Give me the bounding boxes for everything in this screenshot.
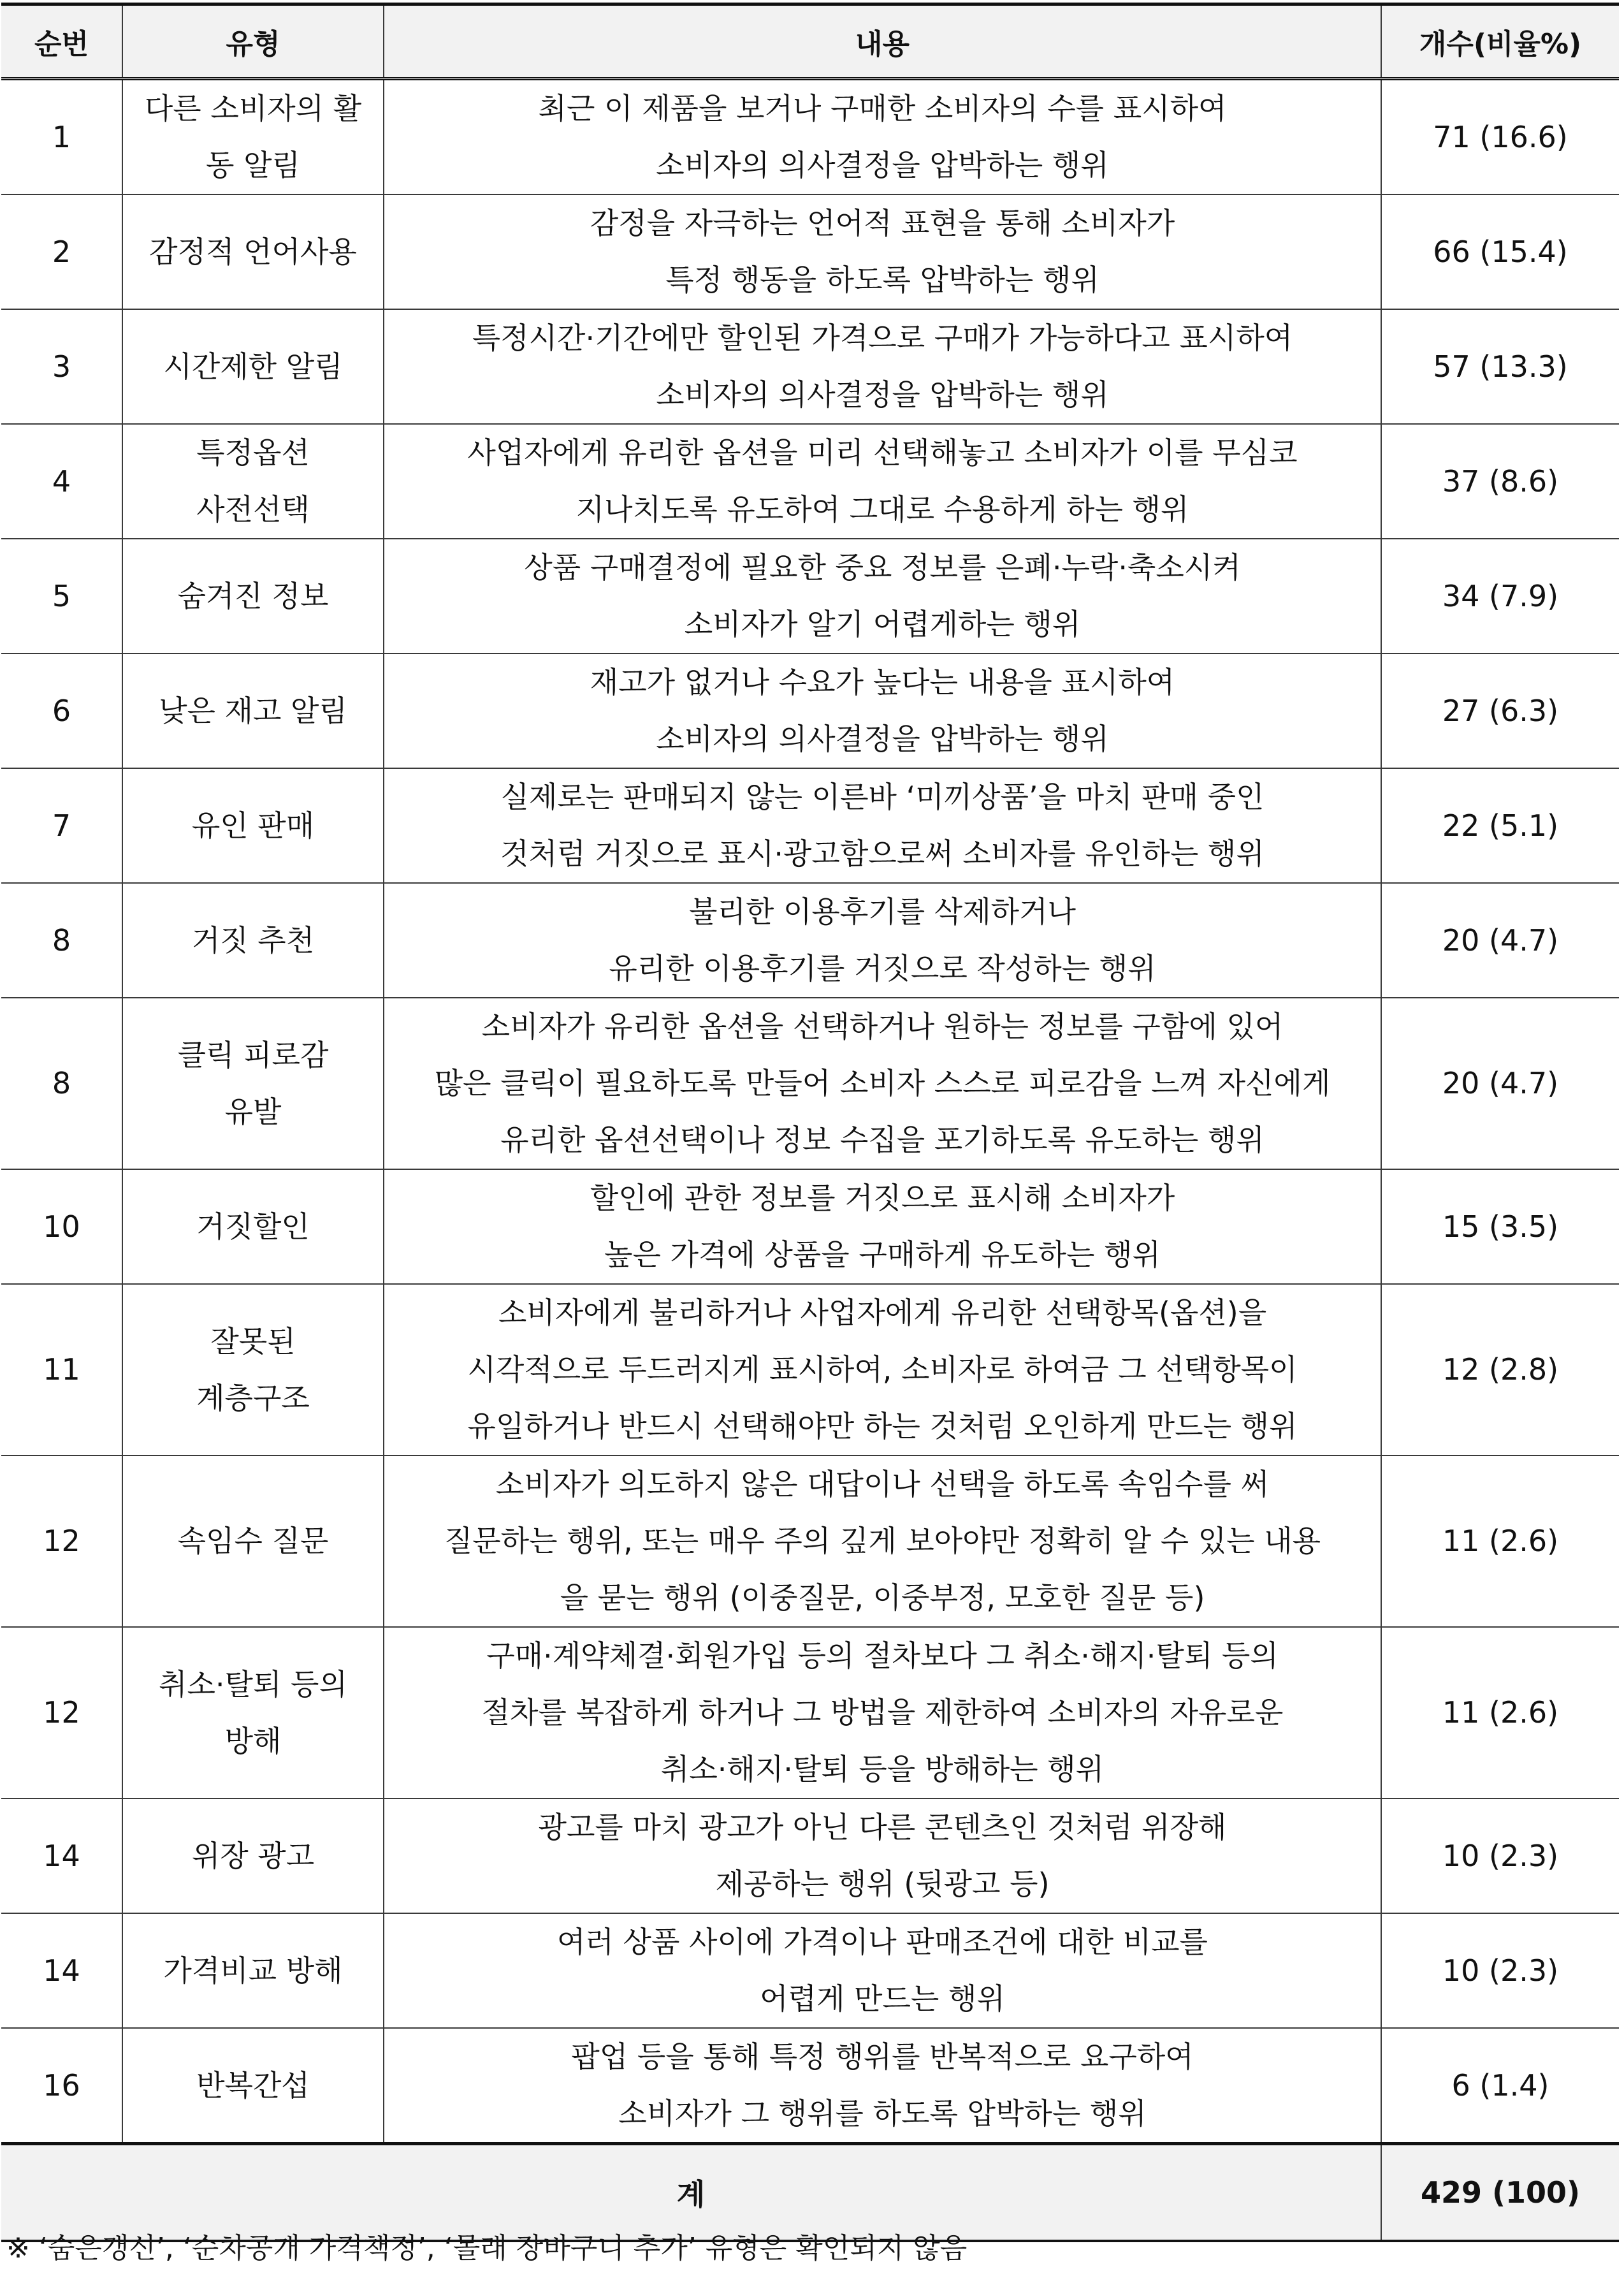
- cell-content-line: 팝업 등을 통해 특정 행위를 반복적으로 요구하여: [571, 2039, 1194, 2074]
- cell-count: 10 (2.3): [1381, 1798, 1619, 1913]
- cell-type-line: 취소·탈퇴 등의: [159, 1667, 347, 1702]
- cell-no: 6: [1, 653, 122, 768]
- cell-type-line: 특정옵션: [196, 435, 310, 470]
- cell-content-line: 특정 행동을 하도록 압박하는 행위: [665, 263, 1099, 297]
- cell-count: 6 (1.4): [1381, 2028, 1619, 2144]
- cell-content-line: 유리한 옵션선택이나 정보 수집을 포기하도록 유도하는 행위: [500, 1123, 1265, 1157]
- header-count: 개수(비율%): [1381, 4, 1619, 79]
- cell-type: [122, 539, 384, 653]
- cell-content-line: 감정을 자극하는 언어적 표현을 통해 소비자가: [590, 206, 1175, 240]
- cell-content-line: 절차를 복잡하게 하거나 그 방법을 제한하여 소비자의 자유로운: [481, 1695, 1284, 1730]
- table-row: [1, 883, 1619, 998]
- cell-type: [122, 768, 384, 883]
- cell-count: 20 (4.7): [1381, 883, 1619, 998]
- cell-content: [384, 768, 1381, 883]
- cell-content-line: 소비자의 의사결정을 압박하는 행위: [656, 148, 1109, 182]
- table-row: [1, 653, 1619, 768]
- cell-type-line: 시간제한 알림: [163, 349, 343, 384]
- cell-content-line: 사업자에게 유리한 옵션을 미리 선택해놓고 소비자가 이를 무심코: [467, 435, 1298, 470]
- cell-type-line: 다른 소비자의 활: [144, 91, 362, 126]
- cell-type: [122, 1455, 384, 1627]
- cell-type: [122, 1169, 384, 1284]
- table-row: [1, 1284, 1619, 1455]
- cell-content: [384, 424, 1381, 539]
- cell-no: 12: [1, 1627, 122, 1798]
- cell-type-line: 방해: [224, 1723, 282, 1758]
- cell-count: 20 (4.7): [1381, 998, 1619, 1169]
- table-row: [1, 1798, 1619, 1913]
- cell-content-line: 소비자가 유리한 옵션을 선택하거나 원하는 정보를 구함에 있어: [481, 1009, 1284, 1044]
- header-row: [1, 4, 1619, 79]
- cell-content-line: 소비자가 알기 어렵게하는 행위: [684, 607, 1081, 641]
- cell-content-line: 여러 상품 사이에 가격이나 판매조건에 대한 비교를: [557, 1925, 1208, 1959]
- cell-no: 7: [1, 768, 122, 883]
- table-row: [1, 539, 1619, 653]
- cell-content-line: 불리한 이용후기를 삭제하거나: [689, 894, 1076, 929]
- cell-type-line: 가격비교 방해: [163, 1953, 343, 1988]
- cell-content-line: 소비자가 의도하지 않은 대답이나 선택을 하도록 속임수를 써: [495, 1467, 1270, 1501]
- cell-content-line: 소비자가 그 행위를 하도록 압박하는 행위: [618, 2096, 1147, 2131]
- cell-content-line: 을 묻는 행위 (이중질문, 이중부정, 모호한 질문 등): [560, 1580, 1205, 1615]
- cell-content-line: 재고가 없거나 수요가 높다는 내용을 표시하여: [590, 665, 1175, 699]
- cell-no: 8: [1, 998, 122, 1169]
- cell-count: 10 (2.3): [1381, 1913, 1619, 2028]
- cell-content-line: 것처럼 거짓으로 표시·광고함으로써 소비자를 유인하는 행위: [500, 836, 1265, 871]
- cell-content: [384, 539, 1381, 653]
- table-row: [1, 194, 1619, 309]
- cell-no: 3: [1, 309, 122, 424]
- cell-type: [122, 1913, 384, 2028]
- cell-type: [122, 79, 384, 195]
- cell-content-line: 제공하는 행위 (뒷광고 등): [715, 1867, 1050, 1901]
- cell-count: 34 (7.9): [1381, 539, 1619, 653]
- total-count: 429 (100): [1381, 2144, 1619, 2241]
- cell-content: [384, 1627, 1381, 1798]
- cell-type: [122, 998, 384, 1169]
- cell-content: [384, 998, 1381, 1169]
- cell-content: [384, 1913, 1381, 2028]
- dark-pattern-table: [1, 3, 1619, 2242]
- cell-content-line: 할인에 관한 정보를 거짓으로 표시해 소비자가: [590, 1181, 1175, 1215]
- cell-count: 22 (5.1): [1381, 768, 1619, 883]
- header-no: 순번: [1, 4, 122, 79]
- cell-type-line: 거짓할인: [196, 1209, 310, 1244]
- cell-content-line: 시각적으로 두드러지게 표시하여, 소비자로 하여금 그 선택항목이: [467, 1352, 1298, 1387]
- header-type: 유형: [122, 4, 384, 79]
- cell-content-line: 많은 클릭이 필요하도록 만들어 소비자 스스로 피로감을 느껴 자신에게: [434, 1066, 1331, 1100]
- header-content: 내용: [384, 4, 1381, 79]
- table-row: [1, 2028, 1619, 2144]
- cell-count: 11 (2.6): [1381, 1627, 1619, 1798]
- cell-type-line: 유인 판매: [191, 808, 315, 843]
- table-row: [1, 1455, 1619, 1627]
- cell-type-line: 숨겨진 정보: [177, 578, 329, 613]
- cell-type: [122, 309, 384, 424]
- cell-count: 71 (16.6): [1381, 79, 1619, 195]
- cell-count: 15 (3.5): [1381, 1169, 1619, 1284]
- table-row: [1, 79, 1619, 195]
- cell-type-line: 낮은 재고 알림: [159, 693, 347, 728]
- table-row: [1, 1169, 1619, 1284]
- cell-content: [384, 883, 1381, 998]
- cell-type: [122, 2028, 384, 2144]
- cell-content-line: 광고를 마치 광고가 아닌 다른 콘텐츠인 것처럼 위장해: [538, 1810, 1227, 1844]
- cell-type: [122, 1627, 384, 1798]
- cell-no: 16: [1, 2028, 122, 2144]
- cell-type: [122, 424, 384, 539]
- cell-content: [384, 653, 1381, 768]
- cell-content-line: 유일하거나 반드시 선택해야만 하는 것처럼 오인하게 만드는 행위: [467, 1409, 1298, 1443]
- cell-content-line: 구매·계약체결·회원가입 등의 절차보다 그 취소·해지·탈퇴 등의: [486, 1638, 1279, 1673]
- cell-no: 1: [1, 79, 122, 195]
- cell-content-line: 특정시간·기간에만 할인된 가격으로 구매가 가능하다고 표시하여: [472, 321, 1293, 355]
- cell-no: 10: [1, 1169, 122, 1284]
- table-row: [1, 998, 1619, 1169]
- cell-content: [384, 79, 1381, 195]
- cell-content-line: 실제로는 판매되지 않는 이른바 ‘미끼상품’을 마치 판매 중인: [500, 780, 1265, 814]
- cell-type: [122, 194, 384, 309]
- cell-content-line: 취소·해지·탈퇴 등을 방해하는 행위: [660, 1752, 1105, 1786]
- cell-type-line: 잘못된: [210, 1324, 296, 1359]
- cell-content: [384, 1284, 1381, 1455]
- cell-content-line: 유리한 이용후기를 거짓으로 작성하는 행위: [609, 951, 1156, 986]
- table-row: [1, 1913, 1619, 2028]
- cell-no: 8: [1, 883, 122, 998]
- cell-count: 11 (2.6): [1381, 1455, 1619, 1627]
- cell-content: [384, 2028, 1381, 2144]
- cell-type-line: 계층구조: [196, 1380, 310, 1415]
- cell-type: [122, 653, 384, 768]
- cell-content: [384, 1455, 1381, 1627]
- table-row: [1, 424, 1619, 539]
- cell-content: [384, 1169, 1381, 1284]
- cell-content: [384, 1798, 1381, 1913]
- cell-content-line: 지나치도록 유도하여 그대로 수용하게 하는 행위: [576, 492, 1189, 527]
- cell-type: [122, 1798, 384, 1913]
- table-row: [1, 768, 1619, 883]
- cell-content-line: 어렵게 만드는 행위: [760, 1981, 1005, 2016]
- cell-count: 37 (8.6): [1381, 424, 1619, 539]
- cell-no: 2: [1, 194, 122, 309]
- cell-type-line: 속임수 질문: [177, 1524, 329, 1558]
- cell-content-line: 소비자에게 불리하거나 사업자에게 유리한 선택항목(옵션)을: [498, 1295, 1267, 1330]
- table-row: [1, 1627, 1619, 1798]
- table-body: [1, 79, 1619, 2144]
- cell-type-line: 감정적 언어사용: [149, 234, 357, 269]
- total-label: 계: [1, 2144, 1381, 2241]
- cell-content-line: 상품 구매결정에 필요한 중요 정보를 은폐·누락·축소시켜: [524, 550, 1241, 585]
- table-row: [1, 309, 1619, 424]
- cell-content-line: 최근 이 제품을 보거나 구매한 소비자의 수를 표시하여: [538, 91, 1227, 126]
- cell-count: 27 (6.3): [1381, 653, 1619, 768]
- cell-count: 57 (13.3): [1381, 309, 1619, 424]
- cell-no: 14: [1, 1913, 122, 2028]
- cell-no: 14: [1, 1798, 122, 1913]
- table-container: [1, 3, 1619, 2242]
- cell-type-line: 클릭 피로감: [177, 1037, 329, 1072]
- cell-content-line: 높은 가격에 상품을 구매하게 유도하는 행위: [604, 1237, 1161, 1272]
- cell-content-line: 소비자의 의사결정을 압박하는 행위: [656, 722, 1109, 756]
- cell-type-line: 사전선택: [196, 492, 310, 527]
- footnote: ※ ‘숨은갱신’, ‘순차공개 가격책정’, ‘몰래 장바구니 추가’ 유형은 확인되지 않음: [6, 2232, 968, 2265]
- cell-type-line: 동 알림: [206, 148, 300, 182]
- cell-count: 12 (2.8): [1381, 1284, 1619, 1455]
- cell-type: [122, 1284, 384, 1455]
- cell-content-line: 질문하는 행위, 또는 매우 주의 깊게 보아야만 정확히 알 수 있는 내용: [444, 1524, 1321, 1558]
- cell-content: [384, 194, 1381, 309]
- cell-type-line: 위장 광고: [191, 1838, 315, 1873]
- cell-no: 11: [1, 1284, 122, 1455]
- cell-type: [122, 883, 384, 998]
- cell-type-line: 거짓 추천: [191, 923, 315, 958]
- cell-content: [384, 309, 1381, 424]
- cell-count: 66 (15.4): [1381, 194, 1619, 309]
- cell-type-line: 반복간섭: [196, 2068, 310, 2103]
- cell-no: 4: [1, 424, 122, 539]
- cell-no: 5: [1, 539, 122, 653]
- cell-content-line: 소비자의 의사결정을 압박하는 행위: [656, 377, 1109, 412]
- cell-type-line: 유발: [224, 1094, 282, 1129]
- cell-no: 12: [1, 1455, 122, 1627]
